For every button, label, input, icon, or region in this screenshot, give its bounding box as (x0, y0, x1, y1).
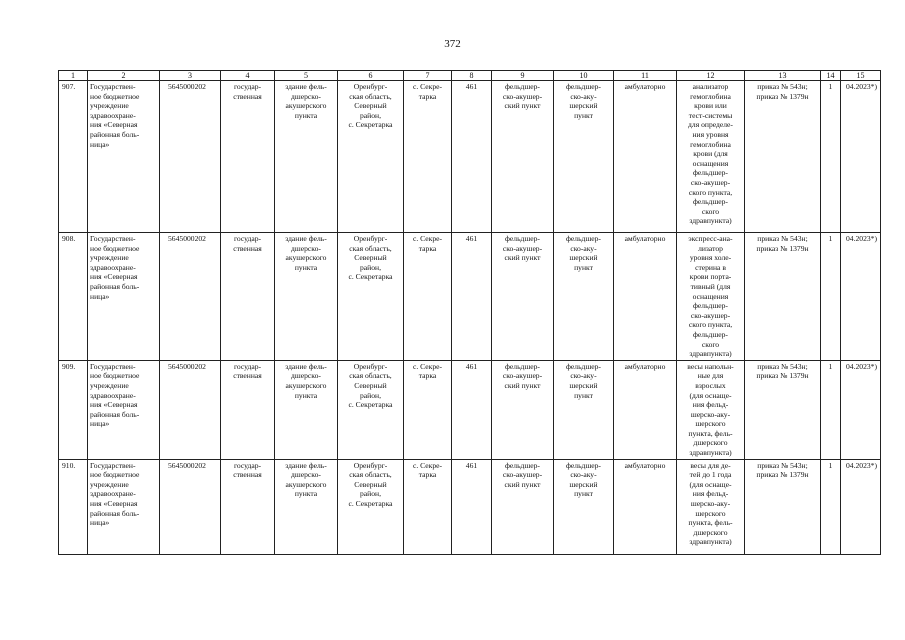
settlement: с. Секре- тарка (404, 233, 452, 361)
table-row (59, 81, 881, 233)
column-number: 7 (404, 71, 452, 81)
population: 461 (452, 233, 492, 361)
ownership: государ- ственная (221, 459, 275, 554)
column-number: 15 (841, 71, 881, 81)
row-number: 907. (59, 81, 88, 233)
row-number: 908. (59, 233, 88, 361)
care-form: амбулаторно (614, 459, 677, 554)
address: Оренбург- ская область, Северный район, с. Секретарка (338, 459, 404, 554)
page-number: 372 (444, 38, 461, 50)
unit-type: фельдшер- ско-акушер- ский пункт (492, 459, 554, 554)
unit-name: фельдшер- ско-аку- шерский пункт (554, 233, 614, 361)
date: 04.2023*) (841, 360, 881, 459)
unit-name: фельдшер- ско-аку- шерский пункт (554, 459, 614, 554)
quantity: 1 (821, 360, 841, 459)
population: 461 (452, 81, 492, 233)
building: здание фель- дшерско- акушерского пункта (275, 81, 338, 233)
regulation: приказ № 543н; приказ № 1379н (745, 360, 821, 459)
building: здание фель- дшерско- акушерского пункта (275, 459, 338, 554)
building: здание фель- дшерско- акушерского пункта (275, 360, 338, 459)
ownership: государ- ственная (221, 81, 275, 233)
care-form: амбулаторно (614, 81, 677, 233)
regulation: приказ № 543н; приказ № 1379н (745, 459, 821, 554)
table-row (59, 233, 881, 361)
institution-code: 5645000202 (160, 233, 221, 361)
table-row (59, 360, 881, 459)
institution-code: 5645000202 (160, 459, 221, 554)
column-number: 5 (275, 71, 338, 81)
regulation: приказ № 543н; приказ № 1379н (745, 233, 821, 361)
unit-type: фельдшер- ско-акушер- ский пункт (492, 233, 554, 361)
row-number: 910. (59, 459, 88, 554)
unit-type: фельдшер- ско-акушер- ский пункт (492, 360, 554, 459)
care-form: амбулаторно (614, 360, 677, 459)
population: 461 (452, 459, 492, 554)
date: 04.2023*) (841, 459, 881, 554)
registry-table (58, 70, 881, 555)
quantity: 1 (821, 459, 841, 554)
settlement: с. Секре- тарка (404, 81, 452, 233)
column-number: 2 (88, 71, 160, 81)
settlement: с. Секре- тарка (404, 459, 452, 554)
institution-name: Государствен- ное бюджетное учреждение здравоохране- ния «Северная районная боль- ница» (88, 360, 160, 459)
row-number: 909. (59, 360, 88, 459)
column-number: 8 (452, 71, 492, 81)
institution-code: 5645000202 (160, 360, 221, 459)
column-number: 13 (745, 71, 821, 81)
building: здание фель- дшерско- акушерского пункта (275, 233, 338, 361)
date: 04.2023*) (841, 81, 881, 233)
address: Оренбург- ская область, Северный район, с. Секретарка (338, 360, 404, 459)
settlement: с. Секре- тарка (404, 360, 452, 459)
date: 04.2023*) (841, 233, 881, 361)
quantity: 1 (821, 81, 841, 233)
quantity: 1 (821, 233, 841, 361)
ownership: государ- ственная (221, 233, 275, 361)
column-number: 12 (677, 71, 745, 81)
institution-name: Государствен- ное бюджетное учреждение здравоохране- ния «Северная районная боль- ница» (88, 459, 160, 554)
population: 461 (452, 360, 492, 459)
column-number: 3 (160, 71, 221, 81)
column-number: 6 (338, 71, 404, 81)
table-row (59, 459, 881, 554)
unit-type: фельдшер- ско-акушер- ский пункт (492, 81, 554, 233)
unit-name: фельдшер- ско-аку- шерский пункт (554, 360, 614, 459)
care-form: амбулаторно (614, 233, 677, 361)
regulation: приказ № 543н; приказ № 1379н (745, 81, 821, 233)
address: Оренбург- ская область, Северный район, с. Секретарка (338, 233, 404, 361)
unit-name: фельдшер- ско-аку- шерский пункт (554, 81, 614, 233)
column-number: 1 (59, 71, 88, 81)
equipment: весы напольн- ные для взрослых (для оснаще- ния фельд- шерско-аку- шерского пункта, фель- дшерского здравпункта) (677, 360, 745, 459)
column-number: 9 (492, 71, 554, 81)
ownership: государ- ственная (221, 360, 275, 459)
equipment: экспресс-ана- лизатор уровня холе- стерина в крови порта- тивный (для оснащения фельдшер- ско-акушер- ского пункта, фельдшер- ского здравпункта) (677, 233, 745, 361)
column-number: 11 (614, 71, 677, 81)
equipment: весы для де- тей до 1 года (для оснаще- ния фельд- шерско-аку- шерского пункта, фель- дшерского здравпункта) (677, 459, 745, 554)
institution-name: Государствен- ное бюджетное учреждение здравоохране- ния «Северная районная боль- ница» (88, 233, 160, 361)
column-number: 4 (221, 71, 275, 81)
institution-code: 5645000202 (160, 81, 221, 233)
equipment: анализатор гемоглобина крови или тест-системы для определе- ния уровня гемоглобина крови (для оснащения фельдшер- ско-акушер- ского пункта, фельдшер- ского здравпункта) (677, 81, 745, 233)
column-number-row (59, 71, 881, 81)
address: Оренбург- ская область, Северный район, с. Секретарка (338, 81, 404, 233)
institution-name: Государствен- ное бюджетное учреждение здравоохране- ния «Северная районная боль- ница» (88, 81, 160, 233)
column-number: 14 (821, 71, 841, 81)
column-number: 10 (554, 71, 614, 81)
